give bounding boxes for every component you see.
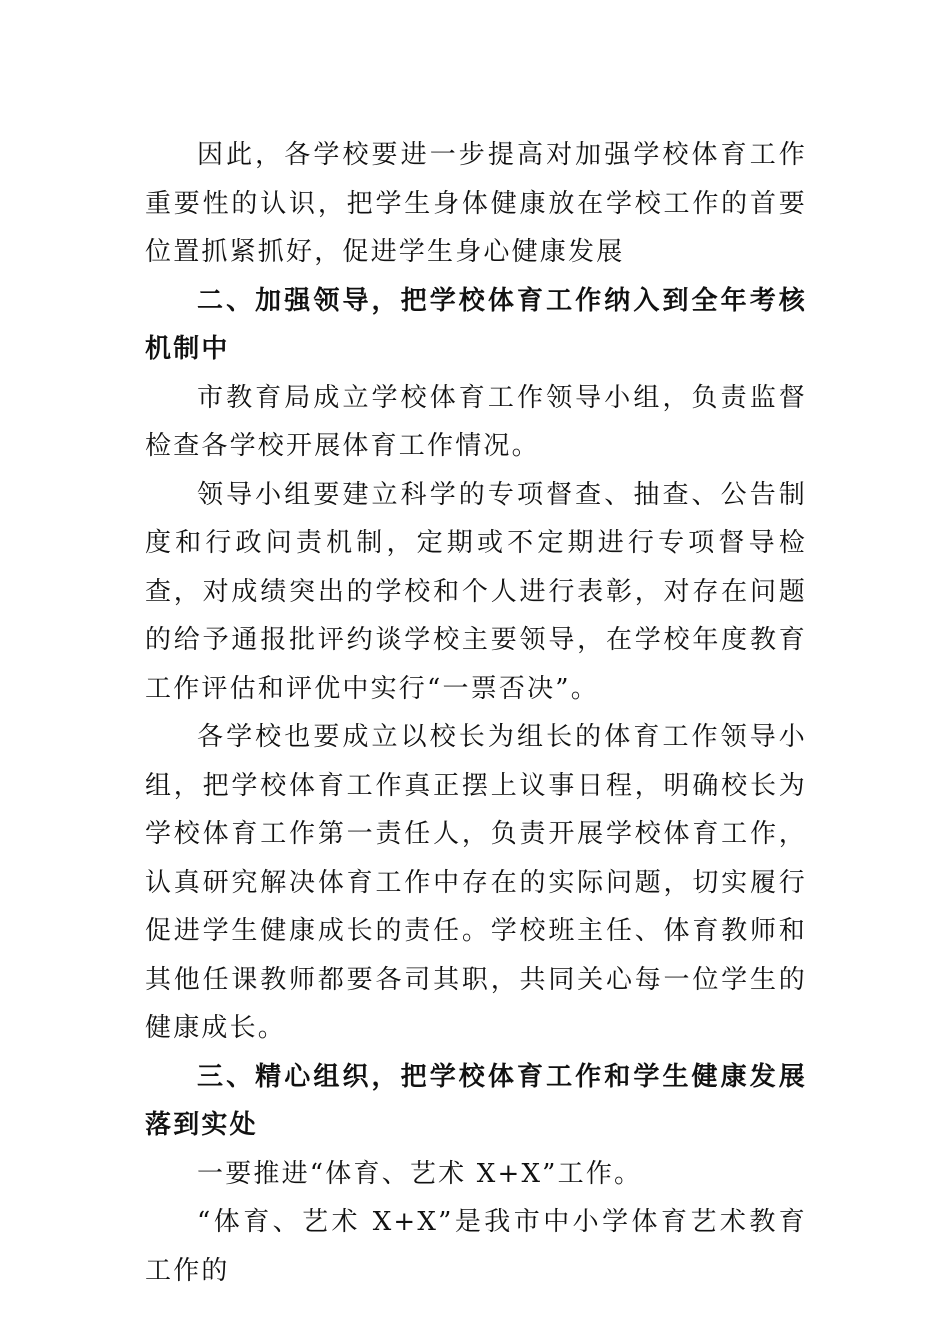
paragraph-x-plus-x-intro: “体育、艺术 X+X”是我市中小学体育艺术教育工作的 <box>145 1207 807 1286</box>
paragraph-school-responsibility: 各学校也要成立以校长为组长的体育工作领导小组，把学校体育工作真正摆上议事日程，明确校长为学校体育工作第一责任人，负责开展学校体育工作，认真研究解决体育工作中存在的实际问题，切实履行促进学生健康成长的责任。学校班主任、体育教师和其他任课教师都要各司其职，共同关心每一位学生的健康成长。 <box>145 722 807 1043</box>
paragraph-importance: 因此，各学校要进一步提高对加强学校体育工作重要性的认识，把学生身体健康放在学校工作的首要位置抓紧抓好，促进学生身心健康发展 <box>145 140 807 267</box>
section-heading-2: 二、加强领导，把学校体育工作纳入到全年考核机制中 <box>145 285 807 364</box>
paragraph-x-plus-x: 一要推进“体育、艺术 X+X”工作。 <box>197 1158 643 1189</box>
paragraph-leadership-group: 市教育局成立学校体育工作领导小组，负责监督检查各学校开展体育工作情况。 <box>145 382 807 461</box>
document-body <box>145 131 807 1295</box>
paragraph-supervision: 领导小组要建立科学的专项督查、抽查、公告制度和行政问责机制，定期或不定期进行专项督导检查，对成绩突出的学校和个人进行表彰，对存在问题的给予通报批评约谈学校主要领导，在学校年度教育工作评估和评优中实行“一票否决”。 <box>145 479 807 704</box>
section-heading-3: 三、精心组织，把学校体育工作和学生健康发展落到实处 <box>145 1061 807 1140</box>
